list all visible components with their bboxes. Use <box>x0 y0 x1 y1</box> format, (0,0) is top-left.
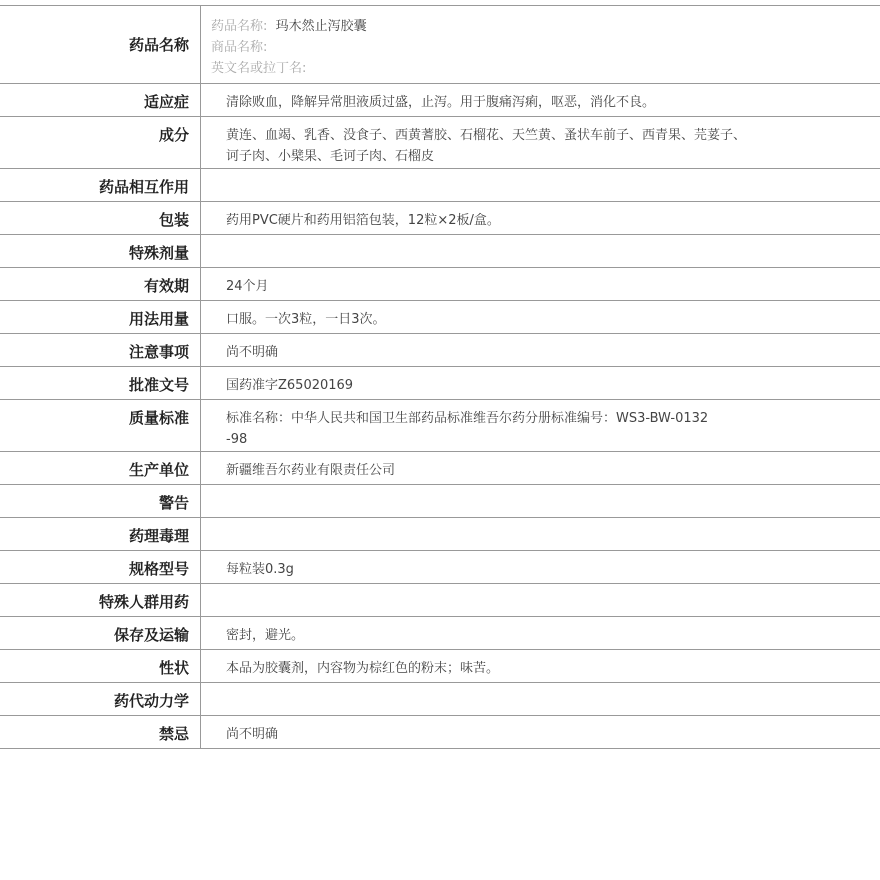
row-label-cell <box>0 202 201 235</box>
row-label: 有效期 <box>143 277 189 295</box>
row-value-cell <box>201 650 880 683</box>
row-label-cell <box>0 6 201 84</box>
row-label-cell <box>0 400 201 452</box>
row-label: 药品名称 <box>128 36 189 54</box>
drug-info-table <box>0 5 880 749</box>
row-description <box>0 650 880 683</box>
row-value-cell <box>201 452 880 485</box>
row-value-cell <box>201 716 880 749</box>
row-label-cell <box>0 617 201 650</box>
row-label-cell <box>0 452 201 485</box>
row-value: 药用PVC硬片和药用铝箔包装，12粒×2板/盒。 <box>226 213 500 228</box>
row-value: 尚不明确 <box>226 345 279 360</box>
row-label: 成分 <box>158 126 189 144</box>
row-label: 适应症 <box>143 93 189 111</box>
row-value <box>201 584 796 592</box>
row-value-cell <box>201 367 880 400</box>
row-label-cell <box>0 650 201 683</box>
row-value: 本品为胶囊剂，内容物为棕红色的粉末；味苦。 <box>226 661 500 676</box>
row-value: 24个月 <box>226 279 269 294</box>
row-value-cell <box>201 268 880 301</box>
row-label-cell <box>0 235 201 268</box>
row-label: 保存及运输 <box>113 626 189 644</box>
row-value-cell <box>201 6 880 84</box>
row-value-cell <box>201 169 880 202</box>
row-label-cell <box>0 683 201 716</box>
row-label-cell <box>0 169 201 202</box>
row-value: 口服。一次3粒，一日3次。 <box>226 312 386 327</box>
row-precautions <box>0 334 880 367</box>
row-warning <box>0 485 880 518</box>
row-label-cell <box>0 84 201 117</box>
row-value: 标准名称：中华人民共和国卫生部药品标准维吾尔药分册标准编号：WS3-BW-0132 -98 <box>226 411 709 447</box>
row-label: 药品相互作用 <box>98 178 189 196</box>
row-label-cell <box>0 367 201 400</box>
row-special-populations <box>0 584 880 617</box>
row-label-cell <box>0 485 201 518</box>
row-value-cell <box>201 84 880 117</box>
row-value-cell <box>201 617 880 650</box>
row-value-cell <box>201 518 880 551</box>
name-block <box>201 6 880 79</box>
row-ingredients <box>0 117 880 169</box>
row-value: 尚不明确 <box>226 727 279 742</box>
row-value: 密封，避光。 <box>226 628 305 643</box>
row-label-cell <box>0 584 201 617</box>
row-quality-standard <box>0 400 880 452</box>
row-value-cell <box>201 117 880 169</box>
row-specification <box>0 551 880 584</box>
row-drug-name <box>0 6 880 84</box>
generic-name-value: 玛木然止泻胶囊 <box>275 19 367 34</box>
row-special-dosage <box>0 235 880 268</box>
row-label: 药代动力学 <box>113 692 189 710</box>
row-value-cell <box>201 485 880 518</box>
row-value-cell <box>201 584 880 617</box>
row-value: 黄连、血竭、乳香、没食子、西黄蓍胶、石榴花、天竺黄、蚤状车前子、西青果、芫荽子、 诃子肉、小檗果、毛诃子肉、石榴皮 <box>226 128 747 164</box>
row-label: 性状 <box>158 659 189 677</box>
row-value-cell <box>201 400 880 452</box>
row-manufacturer <box>0 452 880 485</box>
row-value: 每粒装0.3g <box>226 562 294 577</box>
row-label: 特殊人群用药 <box>98 593 189 611</box>
row-label-cell <box>0 268 201 301</box>
row-label-cell <box>0 334 201 367</box>
row-value-cell <box>201 683 880 716</box>
row-value <box>201 169 796 177</box>
row-label: 用法用量 <box>128 310 189 328</box>
english-name-line <box>211 58 870 79</box>
english-name-key: 英文名或拉丁名: <box>211 61 307 76</box>
row-label: 批准文号 <box>128 376 189 394</box>
row-label-cell <box>0 301 201 334</box>
row-label: 特殊剂量 <box>128 244 189 262</box>
row-interactions <box>0 169 880 202</box>
row-value <box>201 683 796 691</box>
row-label-cell <box>0 716 201 749</box>
generic-name-line <box>211 16 870 37</box>
row-value-cell <box>201 551 880 584</box>
row-pharmacokinetics <box>0 683 880 716</box>
row-label: 药理毒理 <box>128 527 189 545</box>
row-label: 注意事项 <box>128 343 189 361</box>
row-packaging <box>0 202 880 235</box>
row-value <box>201 235 796 243</box>
row-value-cell <box>201 235 880 268</box>
generic-name-key: 药品名称: <box>211 19 268 34</box>
row-pharmacology <box>0 518 880 551</box>
row-label: 规格型号 <box>128 560 189 578</box>
row-label-cell <box>0 117 201 169</box>
row-label: 生产单位 <box>128 461 189 479</box>
row-label: 质量标准 <box>128 409 189 427</box>
row-label: 禁忌 <box>158 725 189 743</box>
trade-name-key: 商品名称: <box>211 40 268 55</box>
trade-name-line <box>211 37 870 58</box>
row-indication <box>0 84 880 117</box>
row-value-cell <box>201 301 880 334</box>
row-value <box>201 485 796 493</box>
row-value-cell <box>201 334 880 367</box>
row-usage <box>0 301 880 334</box>
row-label-cell <box>0 518 201 551</box>
row-value: 新疆维吾尔药业有限责任公司 <box>226 463 396 478</box>
row-contraindications <box>0 716 880 749</box>
row-value-cell <box>201 202 880 235</box>
row-shelf-life <box>0 268 880 301</box>
row-value: 清除败血，降解异常胆液质过盛，止泻。用于腹痛泻痢，呕恶，消化不良。 <box>226 95 656 110</box>
row-storage <box>0 617 880 650</box>
row-value <box>201 518 796 526</box>
row-label: 包装 <box>158 211 189 229</box>
row-label: 警告 <box>158 494 189 512</box>
row-label-cell <box>0 551 201 584</box>
row-approval-number <box>0 367 880 400</box>
row-value: 国药准字Z65020169 <box>226 378 354 393</box>
